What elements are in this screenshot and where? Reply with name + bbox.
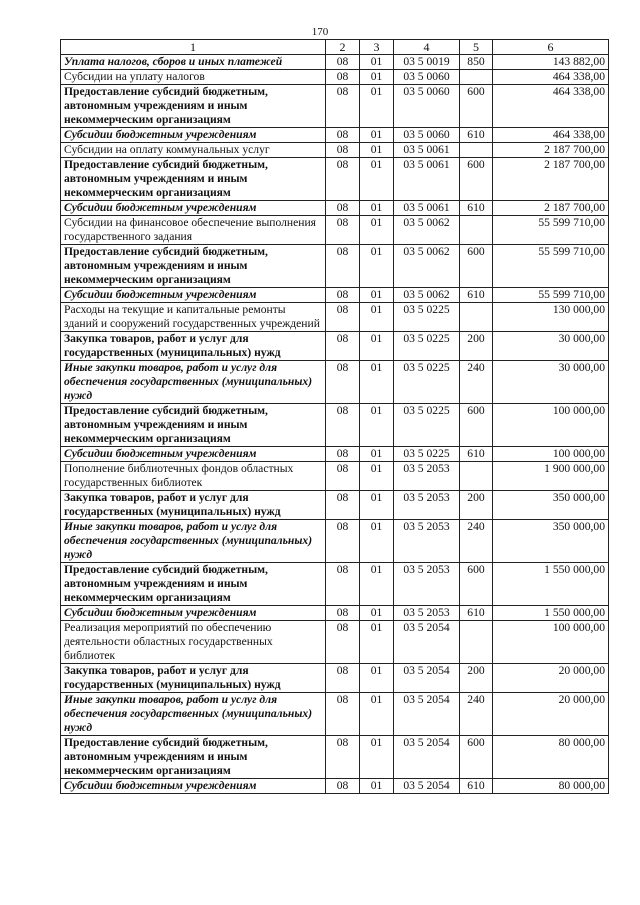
row-target-article-cell: 03 5 0225 <box>394 332 460 361</box>
row-section-cell: 08 <box>326 404 360 447</box>
row-section-cell: 08 <box>326 303 360 332</box>
row-subsection-cell: 01 <box>360 55 394 70</box>
row-target-article-cell: 03 5 0062 <box>394 288 460 303</box>
row-amount-cell: 100 000,00 <box>493 447 609 462</box>
row-subsection-cell: 01 <box>360 143 394 158</box>
table-row <box>61 736 609 779</box>
row-amount-cell: 100 000,00 <box>493 621 609 664</box>
row-subsection-cell: 01 <box>360 779 394 794</box>
row-target-article-cell: 03 5 0225 <box>394 404 460 447</box>
row-name-cell: Субсидии бюджетным учреждениям <box>61 288 326 303</box>
row-subsection-cell: 01 <box>360 606 394 621</box>
table-row <box>61 288 609 303</box>
row-target-article-cell: 03 5 0062 <box>394 216 460 245</box>
row-name-cell: Субсидии бюджетным учреждениям <box>61 606 326 621</box>
table-row <box>61 693 609 736</box>
table-row <box>61 158 609 201</box>
row-amount-cell: 100 000,00 <box>493 404 609 447</box>
row-section-cell: 08 <box>326 128 360 143</box>
row-expense-type-cell: 200 <box>460 491 493 520</box>
row-target-article-cell: 03 5 2054 <box>394 736 460 779</box>
row-name-cell: Иные закупки товаров, работ и услуг для обеспечения государственных (муниципальных) нужд <box>61 361 326 404</box>
row-expense-type-cell: 600 <box>460 404 493 447</box>
row-subsection-cell: 01 <box>360 404 394 447</box>
row-expense-type-cell: 600 <box>460 563 493 606</box>
table-row <box>61 520 609 563</box>
row-section-cell: 08 <box>326 779 360 794</box>
row-subsection-cell: 01 <box>360 447 394 462</box>
row-name-cell: Расходы на текущие и капитальные ремонты зданий и сооружений государственных учреждений <box>61 303 326 332</box>
row-section-cell: 08 <box>326 55 360 70</box>
row-section-cell: 08 <box>326 462 360 491</box>
table-row <box>61 70 609 85</box>
row-amount-cell: 20 000,00 <box>493 664 609 693</box>
row-subsection-cell: 01 <box>360 158 394 201</box>
table-row <box>61 404 609 447</box>
row-expense-type-cell: 600 <box>460 736 493 779</box>
row-target-article-cell: 03 5 0061 <box>394 143 460 158</box>
row-section-cell: 08 <box>326 201 360 216</box>
table-row <box>61 55 609 70</box>
row-expense-type-cell: 610 <box>460 288 493 303</box>
row-target-article-cell: 03 5 2053 <box>394 606 460 621</box>
row-amount-cell: 20 000,00 <box>493 693 609 736</box>
row-subsection-cell: 01 <box>360 201 394 216</box>
table-row <box>61 361 609 404</box>
row-name-cell: Закупка товаров, работ и услуг для государственных (муниципальных) нужд <box>61 332 326 361</box>
budget-table-body <box>61 40 609 794</box>
row-name-cell: Субсидии на оплату коммунальных услуг <box>61 143 326 158</box>
row-target-article-cell: 03 5 0225 <box>394 303 460 332</box>
row-amount-cell: 464 338,00 <box>493 85 609 128</box>
row-section-cell: 08 <box>326 361 360 404</box>
row-section-cell: 08 <box>326 70 360 85</box>
row-section-cell: 08 <box>326 85 360 128</box>
row-name-cell: Закупка товаров, работ и услуг для государственных (муниципальных) нужд <box>61 491 326 520</box>
row-section-cell: 08 <box>326 332 360 361</box>
table-row <box>61 332 609 361</box>
row-expense-type-cell <box>460 303 493 332</box>
row-target-article-cell: 03 5 2054 <box>394 779 460 794</box>
row-subsection-cell: 01 <box>360 70 394 85</box>
row-subsection-cell: 01 <box>360 332 394 361</box>
row-target-article-cell: 03 5 0060 <box>394 70 460 85</box>
row-expense-type-cell <box>460 462 493 491</box>
row-expense-type-cell: 200 <box>460 664 493 693</box>
row-amount-cell: 2 187 700,00 <box>493 143 609 158</box>
row-name-cell: Предоставление субсидий бюджетным, автономным учреждениям и иным некоммерческим организациям <box>61 158 326 201</box>
row-expense-type-cell: 600 <box>460 85 493 128</box>
row-name-cell: Предоставление субсидий бюджетным, автономным учреждениям и иным некоммерческим организациям <box>61 85 326 128</box>
row-target-article-cell: 03 5 0225 <box>394 361 460 404</box>
table-row <box>61 128 609 143</box>
table-row <box>61 462 609 491</box>
table-row <box>61 664 609 693</box>
table-row <box>61 491 609 520</box>
row-subsection-cell: 01 <box>360 520 394 563</box>
row-amount-cell: 2 187 700,00 <box>493 201 609 216</box>
row-subsection-cell: 01 <box>360 621 394 664</box>
row-expense-type-cell: 240 <box>460 520 493 563</box>
row-subsection-cell: 01 <box>360 245 394 288</box>
row-amount-cell: 55 599 710,00 <box>493 288 609 303</box>
row-subsection-cell: 01 <box>360 563 394 606</box>
row-amount-cell: 1 550 000,00 <box>493 606 609 621</box>
row-name-cell: Закупка товаров, работ и услуг для государственных (муниципальных) нужд <box>61 664 326 693</box>
row-amount-cell: 350 000,00 <box>493 491 609 520</box>
table-row <box>61 779 609 794</box>
row-section-cell: 08 <box>326 245 360 288</box>
row-subsection-cell: 01 <box>360 216 394 245</box>
row-amount-cell: 2 187 700,00 <box>493 158 609 201</box>
header-col-name: 1 <box>61 40 326 55</box>
row-target-article-cell: 03 5 2053 <box>394 491 460 520</box>
row-amount-cell: 30 000,00 <box>493 332 609 361</box>
row-name-cell: Иные закупки товаров, работ и услуг для обеспечения государственных (муниципальных) нужд <box>61 520 326 563</box>
row-section-cell: 08 <box>326 606 360 621</box>
budget-table <box>60 39 609 794</box>
row-section-cell: 08 <box>326 447 360 462</box>
row-expense-type-cell: 200 <box>460 332 493 361</box>
row-amount-cell: 55 599 710,00 <box>493 245 609 288</box>
row-name-cell: Реализация мероприятий по обеспечению деятельности областных государственных библиотек <box>61 621 326 664</box>
row-section-cell: 08 <box>326 216 360 245</box>
table-header-row <box>61 40 609 55</box>
table-row <box>61 621 609 664</box>
table-row <box>61 303 609 332</box>
row-name-cell: Субсидии на финансовое обеспечение выполнения государственного задания <box>61 216 326 245</box>
table-row <box>61 606 609 621</box>
table-row <box>61 85 609 128</box>
row-target-article-cell: 03 5 2054 <box>394 664 460 693</box>
row-target-article-cell: 03 5 0061 <box>394 158 460 201</box>
header-col-expense-type: 5 <box>460 40 493 55</box>
row-subsection-cell: 01 <box>360 491 394 520</box>
header-col-subsection: 3 <box>360 40 394 55</box>
row-subsection-cell: 01 <box>360 288 394 303</box>
row-expense-type-cell: 600 <box>460 245 493 288</box>
row-section-cell: 08 <box>326 520 360 563</box>
row-name-cell: Субсидии бюджетным учреждениям <box>61 779 326 794</box>
row-target-article-cell: 03 5 2054 <box>394 621 460 664</box>
row-subsection-cell: 01 <box>360 462 394 491</box>
row-name-cell: Субсидии бюджетным учреждениям <box>61 447 326 462</box>
row-name-cell: Предоставление субсидий бюджетным, автономным учреждениям и иным некоммерческим организациям <box>61 736 326 779</box>
row-section-cell: 08 <box>326 693 360 736</box>
row-amount-cell: 55 599 710,00 <box>493 216 609 245</box>
row-target-article-cell: 03 5 0062 <box>394 245 460 288</box>
row-section-cell: 08 <box>326 288 360 303</box>
row-amount-cell: 1 900 000,00 <box>493 462 609 491</box>
row-expense-type-cell: 610 <box>460 201 493 216</box>
row-target-article-cell: 03 5 2053 <box>394 563 460 606</box>
row-amount-cell: 350 000,00 <box>493 520 609 563</box>
table-row <box>61 447 609 462</box>
row-section-cell: 08 <box>326 491 360 520</box>
row-section-cell: 08 <box>326 158 360 201</box>
row-target-article-cell: 03 5 0019 <box>394 55 460 70</box>
row-name-cell: Предоставление субсидий бюджетным, автономным учреждениям и иным некоммерческим организациям <box>61 245 326 288</box>
row-subsection-cell: 01 <box>360 128 394 143</box>
row-expense-type-cell: 610 <box>460 779 493 794</box>
header-col-amount: 6 <box>493 40 609 55</box>
row-amount-cell: 130 000,00 <box>493 303 609 332</box>
row-expense-type-cell <box>460 621 493 664</box>
row-subsection-cell: 01 <box>360 303 394 332</box>
row-name-cell: Пополнение библиотечных фондов областных государственных библиотек <box>61 462 326 491</box>
row-section-cell: 08 <box>326 621 360 664</box>
row-target-article-cell: 03 5 2053 <box>394 520 460 563</box>
table-row <box>61 201 609 216</box>
row-name-cell: Иные закупки товаров, работ и услуг для обеспечения государственных (муниципальных) нужд <box>61 693 326 736</box>
table-row <box>61 216 609 245</box>
row-section-cell: 08 <box>326 664 360 693</box>
table-row <box>61 563 609 606</box>
row-name-cell: Субсидии бюджетным учреждениям <box>61 128 326 143</box>
header-col-target-article: 4 <box>394 40 460 55</box>
row-subsection-cell: 01 <box>360 85 394 128</box>
row-expense-type-cell: 610 <box>460 128 493 143</box>
row-target-article-cell: 03 5 0060 <box>394 85 460 128</box>
row-expense-type-cell: 240 <box>460 693 493 736</box>
row-subsection-cell: 01 <box>360 736 394 779</box>
row-amount-cell: 30 000,00 <box>493 361 609 404</box>
row-name-cell: Субсидии на уплату налогов <box>61 70 326 85</box>
row-name-cell: Уплата налогов, сборов и иных платежей <box>61 55 326 70</box>
row-section-cell: 08 <box>326 143 360 158</box>
row-target-article-cell: 03 5 2054 <box>394 693 460 736</box>
page-number: 170 <box>311 26 329 38</box>
table-row <box>61 143 609 158</box>
row-expense-type-cell: 850 <box>460 55 493 70</box>
row-target-article-cell: 03 5 2053 <box>394 462 460 491</box>
row-expense-type-cell: 610 <box>460 447 493 462</box>
row-expense-type-cell: 600 <box>460 158 493 201</box>
row-expense-type-cell <box>460 216 493 245</box>
row-amount-cell: 464 338,00 <box>493 70 609 85</box>
row-target-article-cell: 03 5 0225 <box>394 447 460 462</box>
row-subsection-cell: 01 <box>360 664 394 693</box>
row-amount-cell: 464 338,00 <box>493 128 609 143</box>
row-name-cell: Предоставление субсидий бюджетным, автономным учреждениям и иным некоммерческим организациям <box>61 563 326 606</box>
row-expense-type-cell <box>460 143 493 158</box>
row-section-cell: 08 <box>326 736 360 779</box>
row-expense-type-cell: 610 <box>460 606 493 621</box>
row-amount-cell: 80 000,00 <box>493 779 609 794</box>
row-target-article-cell: 03 5 0060 <box>394 128 460 143</box>
row-subsection-cell: 01 <box>360 361 394 404</box>
row-amount-cell: 143 882,00 <box>493 55 609 70</box>
row-expense-type-cell <box>460 70 493 85</box>
row-amount-cell: 80 000,00 <box>493 736 609 779</box>
row-subsection-cell: 01 <box>360 693 394 736</box>
row-name-cell: Субсидии бюджетным учреждениям <box>61 201 326 216</box>
row-section-cell: 08 <box>326 563 360 606</box>
row-name-cell: Предоставление субсидий бюджетным, автономным учреждениям и иным некоммерческим организациям <box>61 404 326 447</box>
table-row <box>61 245 609 288</box>
row-target-article-cell: 03 5 0061 <box>394 201 460 216</box>
row-amount-cell: 1 550 000,00 <box>493 563 609 606</box>
header-col-section: 2 <box>326 40 360 55</box>
row-expense-type-cell: 240 <box>460 361 493 404</box>
